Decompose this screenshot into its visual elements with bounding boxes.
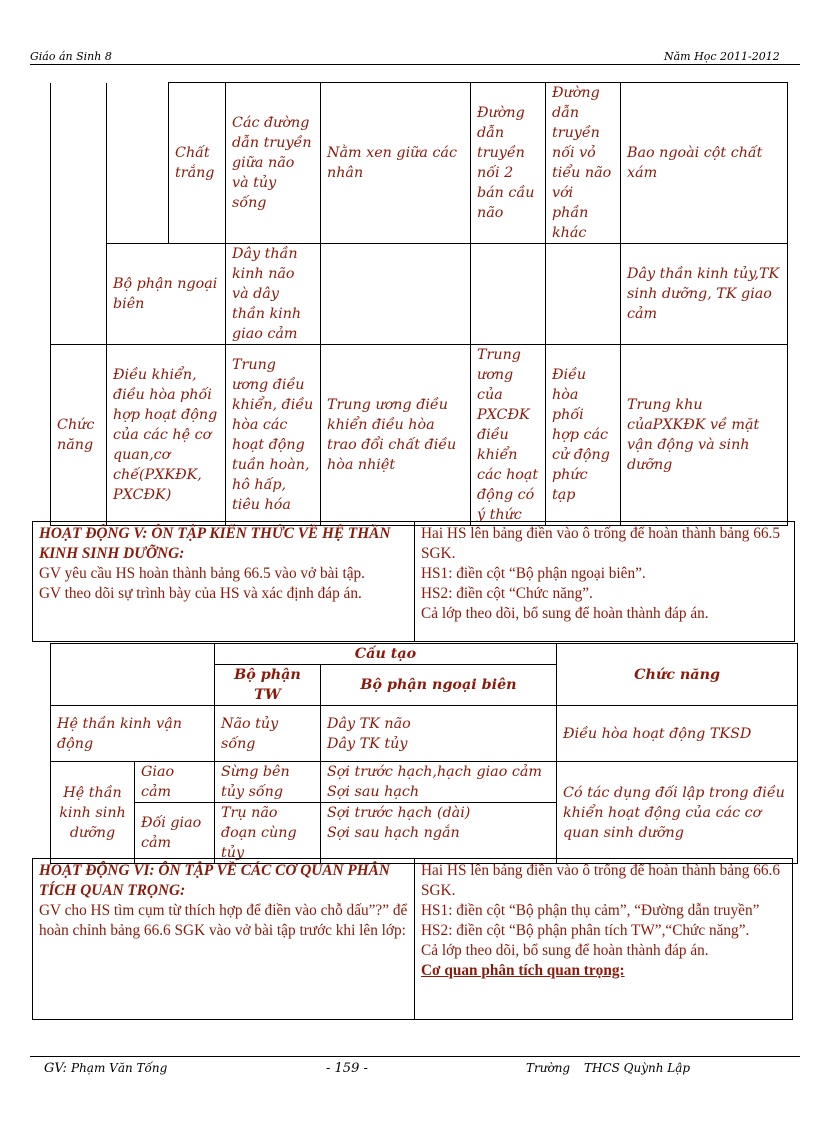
cell-text: Sợi trước hạch,hạch giao cảm (327, 764, 542, 780)
activity5-student-2: HS1: điền cột “Bộ phận ngoại biên”. (421, 565, 646, 582)
cell-text: Dây TK não (327, 715, 411, 732)
white-matter-label: Chất trắng (169, 83, 226, 244)
header-peripheral: Bộ phận ngoại biên (321, 665, 557, 706)
footer-teacher (44, 1061, 167, 1076)
header-function: Chức năng (557, 644, 798, 706)
cell-text: Sợi sau hạch (327, 784, 420, 800)
footer-teacher-label: GV: (44, 1061, 67, 1076)
cell-text: Nằm xen giữa các nhân (327, 145, 457, 181)
cell-text: Dây thần kinh tủy,TK sinh dưỡng, TK giao cảm (627, 266, 780, 322)
activity5-teacher-box (32, 521, 415, 642)
footer-school (526, 1061, 690, 1075)
table-row (51, 644, 798, 665)
cell-text: Não tủy sống (221, 715, 279, 752)
footer-teacher-name: Phạm Văn Tống (71, 1061, 168, 1075)
cell-text: Trung khu củaPXKĐK về mặt vận động và sinh dưỡng (627, 397, 760, 473)
cell-text: Bao ngoài cột chất xám (627, 145, 763, 181)
cell-text: Điều khiển, điều hòa phối hợp hoạt động của các hệ cơ quan,cơ chế(PXKĐK, PXCĐK) (113, 367, 218, 503)
footer-school-label: Trường (526, 1061, 571, 1075)
cell-text: Đường dẫn truyền nối 2 bán cầu não (477, 105, 535, 221)
function-label: Chức năng (51, 345, 107, 526)
nervous-system-table (50, 82, 788, 526)
activity6-student-4: Cả lớp theo dõi, bổ sung để hoàn thành đáp án. (421, 942, 709, 959)
activity6-student-2: HS1: điền cột “Bộ phận thụ cảm”, “Đường dẫn truyền” (421, 902, 760, 919)
cell-text: Dây thần kinh não và dây thần kinh giao cảm (232, 246, 302, 342)
cell-text: Đường dẫn truyền nối vỏ tiểu não với phần khác (552, 85, 612, 241)
table-row (51, 83, 788, 244)
header-divider (30, 64, 800, 65)
activity6-teacher-1: GV cho HS tìm cụm từ thích hợp để điền vào chỗ dấu”?” để hoàn chỉnh bảng 66.6 SGK vào vở bài tập trước khi lên lớp: (39, 902, 408, 939)
header-right: Năm Học 2011-2012 (664, 50, 780, 63)
header-central: Bộ phận TW (215, 665, 321, 706)
cell-text: Điều hòa phối hợp các cử động phức tạp (552, 367, 610, 503)
cell-text: Sừng bên tủy sống (221, 764, 290, 800)
cell-text: Sợi sau hạch ngắn (327, 825, 460, 841)
autonomic-label: Hệ thần kinh sinh dưỡng (51, 762, 135, 864)
footer-page-number: - 159 - (326, 1061, 368, 1076)
peripheral-label: Bộ phận ngoại biên (107, 244, 226, 345)
table-row (51, 244, 788, 345)
cell-text: Trung ương của PXCĐK điều khiển các hoạt động có ý thức (477, 347, 539, 523)
cell-text: Sợi trước hạch (dài) (327, 805, 471, 821)
cell-text: Có tác dụng đối lập trong điều khiển hoạt động của các cơ quan sinh dưỡng (563, 784, 785, 841)
activity6-student-3: HS2: điền cột “Bộ phận phân tích TW”,“Chức năng”. (421, 922, 750, 939)
activity6-student-box (414, 858, 793, 1020)
activity6-student-1: Hai HS lên bảng điền vào ô trống để hoàn thành bảng 66.6 SGK. (421, 862, 780, 899)
table-row (51, 762, 798, 803)
activity6-teacher-box (32, 858, 415, 1020)
activity6-student-5: Cơ quan phân tích quan trọng: (421, 962, 625, 979)
header-left: Giáo án Sinh 8 (30, 50, 112, 63)
footer-divider (30, 1056, 800, 1057)
cell-text: Điều hòa hoạt động TKSD (563, 725, 752, 742)
footer-school-name: THCS Quỳnh Lập (583, 1061, 691, 1075)
cell-text: Trụ não đoạn cùng tủy (221, 805, 297, 861)
cell-text: Trung ương điều khiển điều hòa trao đổi chất điều hòa nhiệt (327, 397, 457, 473)
autonomic-table (50, 643, 798, 864)
activity5-teacher-1: GV yêu cầu HS hoàn thành bảng 66.5 vào vở bài tập. (39, 565, 365, 582)
table-row (51, 345, 788, 526)
activity6-title: HOẠT ĐỘNG VI: ÔN TẬP VỀ CÁC CƠ QUAN PHÂN TÍCH QUAN TRỌNG: (39, 862, 390, 899)
activity5-student-box (414, 521, 795, 642)
cell-text: Trung ương điều khiển, điều hòa các hoạt động tuần hoàn, hô hấp, tiêu hóa (232, 357, 314, 513)
activity5-teacher-2: GV theo dõi sự trình bày của HS và xác định đáp án. (39, 585, 362, 602)
cell-text: Các đường dẫn truyền giữa não và tủy sống (232, 115, 312, 211)
cell-text: Dây TK tủy (327, 735, 408, 752)
activity5-student-1: Hai HS lên bảng điền vào ô trống để hoàn thành bảng 66.5 SGK. (421, 525, 780, 562)
sympathetic-label: Giao cảm (135, 762, 215, 803)
activity5-student-4: Cả lớp theo dõi, bổ sung để hoàn thành đáp án. (421, 605, 709, 622)
parasympathetic-label: Đối giao cảm (135, 803, 215, 864)
table-row (51, 706, 798, 762)
header-structure: Cấu tạo (215, 644, 557, 665)
activity5-title: HOẠT ĐỘNG V: ÔN TẬP KIẾN THỨC VỀ HỆ THẦN KINH SINH DƯỠNG: (39, 525, 391, 562)
motor-label: Hệ thần kinh vận động (51, 706, 215, 762)
activity5-student-3: HS2: điền cột “Chức năng”. (421, 585, 593, 602)
